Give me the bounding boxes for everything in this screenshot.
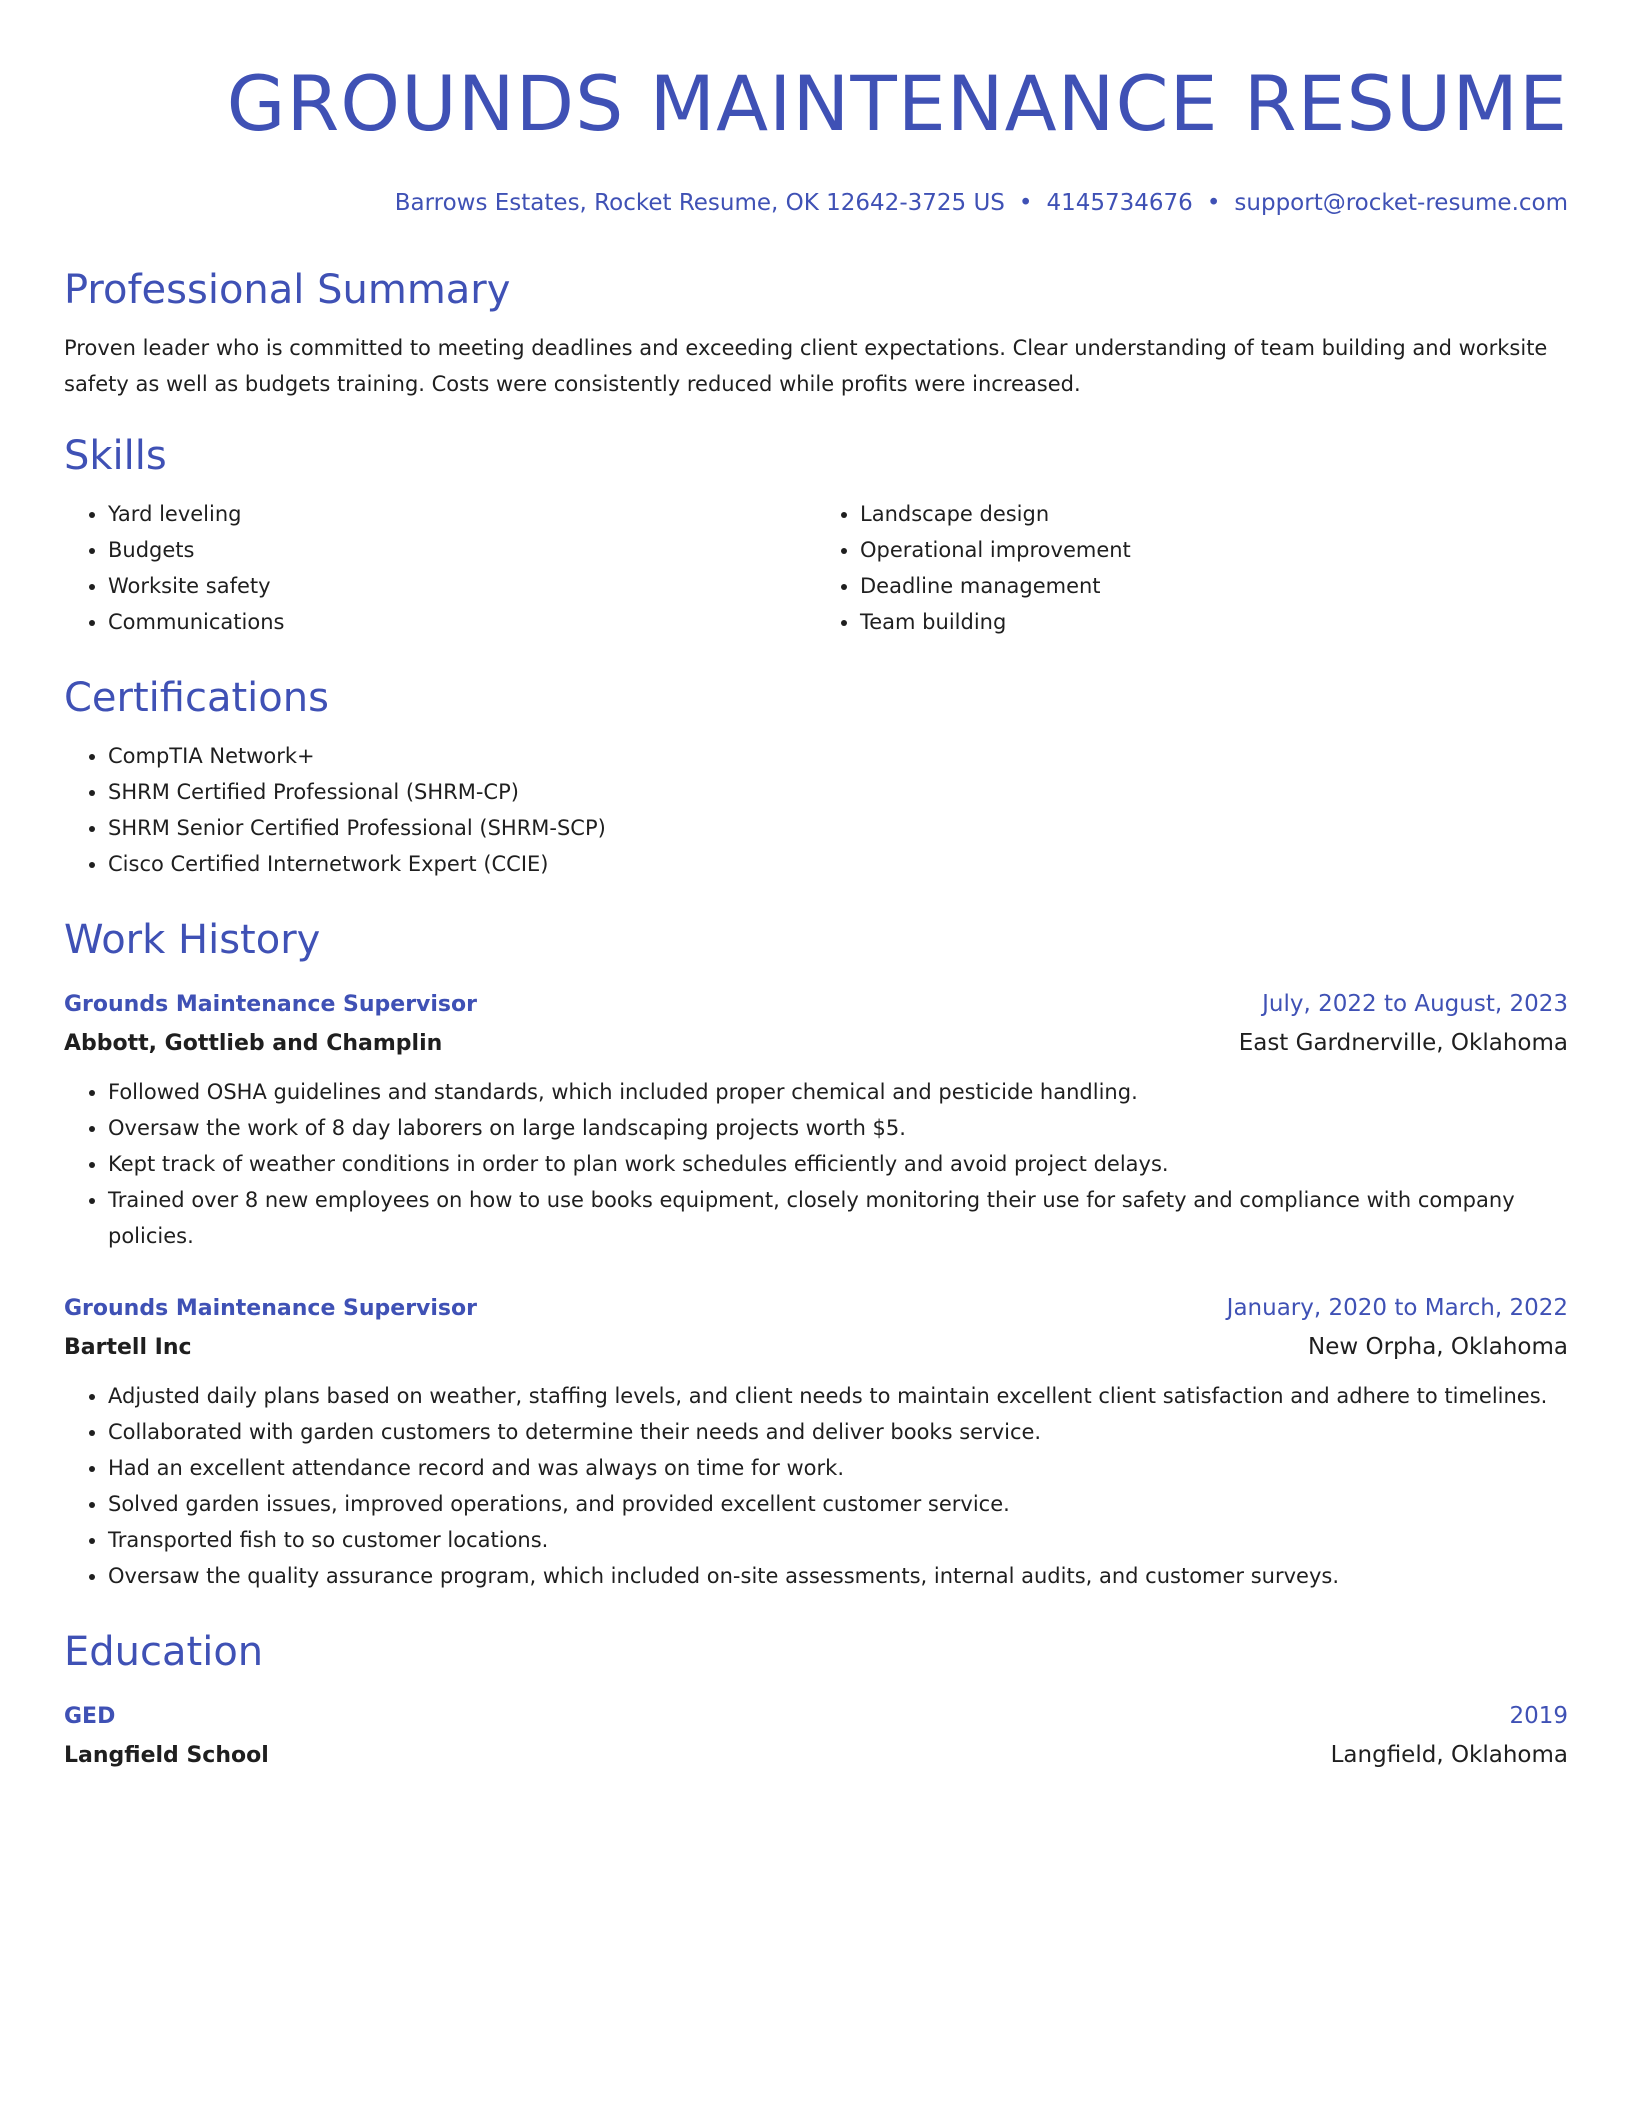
school-location: Langfield, Oklahoma xyxy=(1330,1742,1568,1768)
job-duty: • Had an excellent attendance record and was always on time for work. xyxy=(108,1450,1568,1486)
skill-item: • Communications xyxy=(108,604,816,640)
skills-grid xyxy=(64,496,1568,640)
job-duty: • Followed OSHA guidelines and standards, which included proper chemical and pesticide handling. xyxy=(108,1074,1568,1110)
phone-number: 4145734676 xyxy=(1046,190,1193,216)
certifications-list xyxy=(64,738,1568,882)
job-company-row xyxy=(64,1327,1568,1368)
work-history-section xyxy=(64,914,1568,1594)
job-entry xyxy=(64,1290,1568,1594)
contact-line xyxy=(64,188,1568,218)
job-title: Grounds Maintenance Supervisor xyxy=(64,1296,477,1321)
company-name: Bartell Inc xyxy=(64,1335,192,1360)
email-address: support@rocket-resume.com xyxy=(1234,190,1568,216)
job-entry xyxy=(64,986,1568,1254)
job-duties-list xyxy=(64,1074,1568,1254)
skills-list-left xyxy=(64,496,816,640)
certification-item: • SHRM Certified Professional (SHRM-CP) xyxy=(108,774,1568,810)
education-header-row xyxy=(64,1698,1568,1735)
certifications-section xyxy=(64,672,1568,882)
job-duty: • Oversaw the quality assurance program, which included on-site assessments, internal audits, and customer surveys. xyxy=(108,1558,1568,1594)
summary-text: Proven leader who is committed to meeting deadlines and exceeding client expectations. Clear understanding of team building and worksite safety as well as budgets training. Costs were consistently reduced while profits were increased. xyxy=(64,336,1548,396)
certification-item: • CompTIA Network+ xyxy=(108,738,1568,774)
job-duty: • Transported fish to so customer locations. xyxy=(108,1522,1568,1558)
education-entry xyxy=(64,1698,1568,1776)
separator-dot: • xyxy=(1206,190,1221,216)
job-header-row xyxy=(64,1290,1568,1327)
certification-item: • SHRM Senior Certified Professional (SHRM-SCP) xyxy=(108,810,1568,846)
work-history-heading: Work History xyxy=(64,917,321,963)
education-heading: Education xyxy=(64,1629,264,1675)
job-header-row xyxy=(64,986,1568,1023)
certification-item: • Cisco Certified Internetwork Expert (CCIE) xyxy=(108,846,1568,882)
job-duty: • Oversaw the work of 8 day laborers on large landscaping projects worth $5. xyxy=(108,1110,1568,1146)
skill-item: • Operational improvement xyxy=(860,532,1568,568)
job-location: East Gardnerville, Oklahoma xyxy=(1238,1030,1568,1056)
job-duty: • Solved garden issues, improved operations, and provided excellent customer service. xyxy=(108,1486,1568,1522)
job-dates: January, 2020 to March, 2022 xyxy=(1226,1295,1568,1321)
certifications-heading: Certifications xyxy=(64,675,329,721)
summary-section xyxy=(64,264,1568,402)
education-section xyxy=(64,1626,1568,1776)
job-duty: • Trained over 8 new employees on how to use books equipment, closely monitoring their use for safety and compliance with company policies. xyxy=(108,1182,1568,1254)
job-title: Grounds Maintenance Supervisor xyxy=(64,992,477,1017)
job-duty: • Collaborated with garden customers to determine their needs and deliver books service. xyxy=(108,1414,1568,1450)
job-company-row xyxy=(64,1023,1568,1064)
job-location: New Orpha, Oklahoma xyxy=(1308,1334,1568,1360)
degree: GED xyxy=(64,1704,116,1729)
job-dates: July, 2022 to August, 2023 xyxy=(1262,991,1568,1017)
skill-item: • Budgets xyxy=(108,532,816,568)
skill-item: • Yard leveling xyxy=(108,496,816,532)
education-school-row xyxy=(64,1735,1568,1776)
skill-item: • Worksite safety xyxy=(108,568,816,604)
skill-item: • Landscape design xyxy=(860,496,1568,532)
company-name: Abbott, Gottlieb and Champlin xyxy=(64,1031,443,1056)
skills-heading: Skills xyxy=(64,433,167,479)
address: Barrows Estates, Rocket Resume, OK 12642-3725 US xyxy=(394,190,1005,216)
skill-item: • Team building xyxy=(860,604,1568,640)
resume-title: GROUNDS MAINTENANCE RESUME xyxy=(226,59,1568,148)
graduation-year: 2019 xyxy=(1509,1703,1568,1729)
summary-heading: Professional Summary xyxy=(64,267,511,313)
job-duty: • Kept track of weather conditions in order to plan work schedules efficiently and avoid project delays. xyxy=(108,1146,1568,1182)
school-name: Langfield School xyxy=(64,1743,269,1768)
skills-list-right xyxy=(816,496,1568,640)
separator-dot: • xyxy=(1018,190,1033,216)
skill-item: • Deadline management xyxy=(860,568,1568,604)
skills-section xyxy=(64,430,1568,640)
job-duty: • Adjusted daily plans based on weather, staffing levels, and client needs to maintain excellent client satisfaction and adhere to timelines. xyxy=(108,1378,1568,1414)
job-duties-list xyxy=(64,1378,1568,1594)
